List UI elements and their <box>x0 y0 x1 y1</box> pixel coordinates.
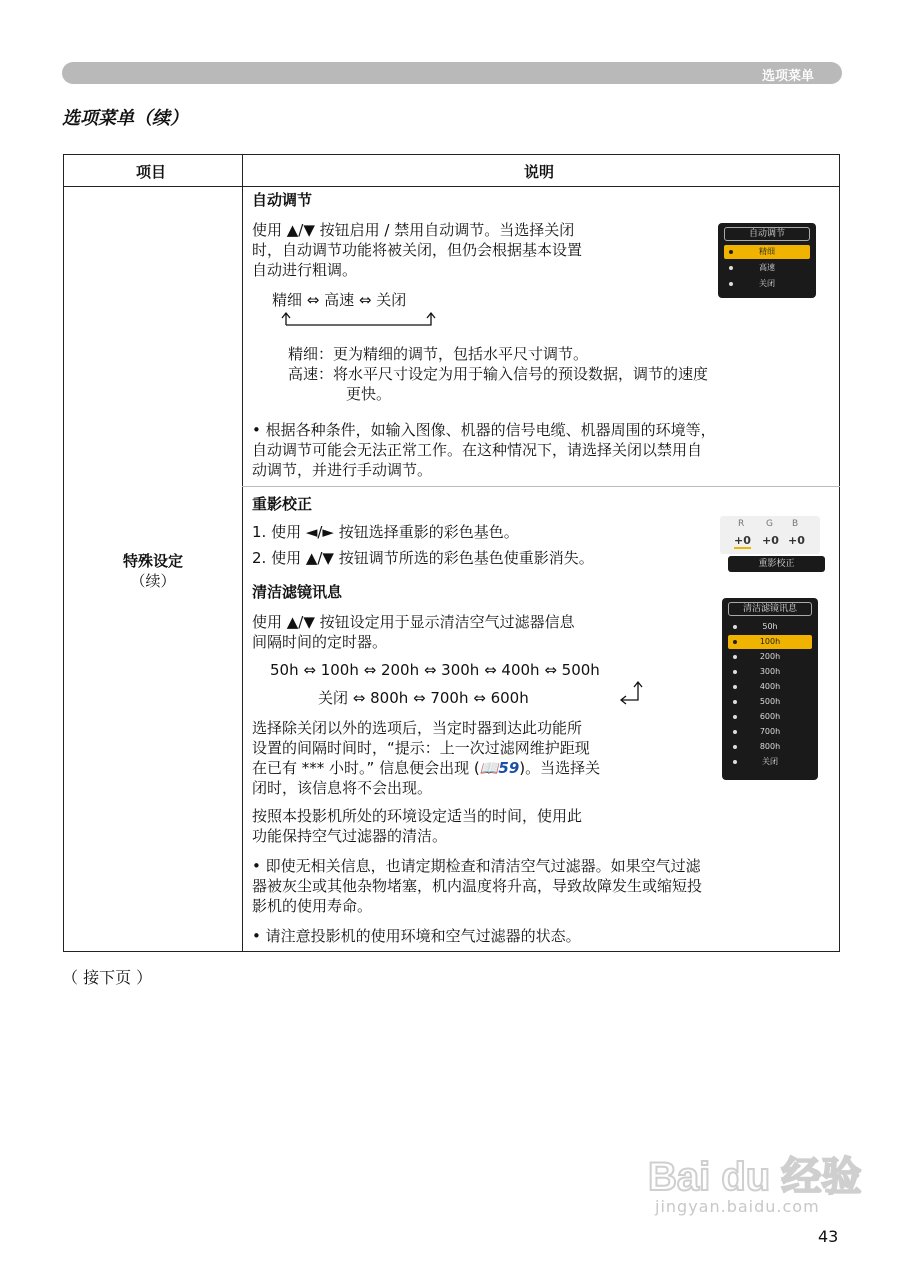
filter-option: 50h <box>728 620 812 634</box>
filter-text-1: 使用 ▲/▼ 按钮设定用于显示清洁空气过滤器信息 <box>252 613 575 631</box>
filter-menu-screenshot <box>722 598 818 780</box>
cycle-return-arrow-2 <box>618 680 648 708</box>
auto-adjust-def-fast: 高速：将水平尺寸设定为用于输入信号的预设数据，调节的速度 <box>288 365 709 383</box>
book-ref-icon: 📖 <box>479 759 499 777</box>
filter-option: 800h <box>728 740 812 754</box>
table-header-row <box>64 155 839 187</box>
auto-adjust-note-1: • 根据各种条件，如输入图像、机器的信号电缆、机器周围的环境等， <box>252 421 716 439</box>
col-header-item: 项目 <box>136 163 167 181</box>
auto-adjust-text-1: 使用 ▲/▼ 按钮启用 / 禁用自动调节。当选择关闭 <box>252 221 575 239</box>
auto-adjust-cycle: 精细 ⇔ 高速 ⇔ 关闭 <box>272 291 407 309</box>
rgb-value-b: +0 <box>788 534 805 547</box>
rgb-label-g: G <box>766 519 773 529</box>
column-divider <box>242 155 243 951</box>
rgb-value-r: +0 <box>734 534 751 547</box>
baidu-watermark-logo <box>640 1150 862 1200</box>
filter-text-6: 闭时，该信息将不会出现。 <box>252 779 433 797</box>
filter-option: 300h <box>728 665 812 679</box>
ghost-step-2: 2. 使用 ▲/▼ 按钮调节所选的彩色基色使重影消失。 <box>252 549 594 567</box>
continued-label: （ 接下页 ） <box>62 968 153 987</box>
filter-note-2: 器被灰尘或其他杂物堵塞，机内温度将升高，导致故障发生或缩短投 <box>252 877 703 895</box>
filter-option: 500h <box>728 695 812 709</box>
section-divider <box>242 486 840 487</box>
auto-adjust-text-3: 自动进行粗调。 <box>252 261 358 279</box>
auto-adjust-note-3: 动调节，并进行手动调节。 <box>252 461 433 479</box>
ghost-menu-title: 重影校正 <box>728 556 825 572</box>
page-ref-link[interactable]: 59 <box>498 759 520 777</box>
auto-adjust-menu-screenshot <box>718 223 816 298</box>
menu-option-fast: 高速 <box>724 261 810 275</box>
col-header-description: 说明 <box>524 163 555 181</box>
filter-cycle-2: 关闭 ⇔ 800h ⇔ 700h ⇔ 600h <box>318 689 529 707</box>
page-number: 43 <box>818 1227 839 1246</box>
filter-note-4: • 请注意投影机的使用环境和空气过滤器的状态。 <box>252 927 581 945</box>
filter-text-8: 功能保持空气过滤器的清洁。 <box>252 827 448 845</box>
filter-note-3: 影机的使用寿命。 <box>252 897 373 915</box>
filter-option-selected: 100h <box>728 635 812 649</box>
cycle-return-arrow <box>276 310 446 330</box>
baidu-watermark-brand: Bai du 经验 <box>648 1155 862 1199</box>
filter-cycle-1: 50h ⇔ 100h ⇔ 200h ⇔ 300h ⇔ 400h ⇔ 500h <box>270 661 600 679</box>
section-label: 选项菜单 <box>761 69 814 84</box>
ghost-step-1: 1. 使用 ◄/► 按钮选择重影的彩色基色。 <box>252 523 519 541</box>
rgb-label-b: B <box>792 519 799 529</box>
filter-option: 200h <box>728 650 812 664</box>
filter-option: 关闭 <box>728 755 812 769</box>
auto-adjust-def-fine: 精细：更为精细的调节，包括水平尺寸调节。 <box>288 345 589 363</box>
auto-adjust-note-2: 自动调节可能会无法正常工作。在这种情况下，请选择关闭以禁用自 <box>252 441 703 459</box>
auto-adjust-menu-title: 自动调节 <box>724 227 810 241</box>
filter-option: 600h <box>728 710 812 724</box>
menu-option-fine: 精细 <box>724 245 810 259</box>
filter-text-3: 选择除关闭以外的选项后，当定时器到达此功能所 <box>252 719 583 737</box>
filter-option: 700h <box>728 725 812 739</box>
filter-heading: 清洁滤镜讯息 <box>252 583 343 601</box>
filter-option: 400h <box>728 680 812 694</box>
item-continued: （续） <box>130 572 176 590</box>
menu-option-off: 关闭 <box>724 277 810 291</box>
ghost-heading: 重影校正 <box>252 495 313 513</box>
item-name: 特殊设定 <box>122 552 183 570</box>
auto-adjust-def-fast-cont: 更快。 <box>346 385 392 403</box>
filter-text-4: 设置的间隔时间时，“提示：上一次过滤网维护距现 <box>252 739 590 757</box>
auto-adjust-heading: 自动调节 <box>252 191 313 209</box>
page-title: 选项菜单（续） <box>62 108 188 129</box>
section-header-bar <box>62 62 842 84</box>
auto-adjust-text-2: 时，自动调节功能将被关闭，但仍会根据基本设置 <box>252 241 583 259</box>
watermark-url: jingyan.baidu.com <box>655 1197 820 1216</box>
filter-text-2: 间隔时间的定时器。 <box>252 633 388 651</box>
filter-text-5: 在已有 *** 小时。” 信息便会出现 (📖59)。当选择关 <box>252 759 601 777</box>
rgb-value-g: +0 <box>762 534 779 547</box>
rgb-label-r: R <box>738 519 745 529</box>
filter-menu-title: 清洁滤镜讯息 <box>728 602 812 616</box>
filter-text-7: 按照本投影机所处的环境设定适当的时间，使用此 <box>252 807 583 825</box>
item-cell <box>64 551 242 591</box>
ghost-menu-screenshot <box>720 516 825 574</box>
filter-note-1: • 即使无相关信息，也请定期检查和清洁空气过滤器。如果空气过滤 <box>252 857 701 875</box>
